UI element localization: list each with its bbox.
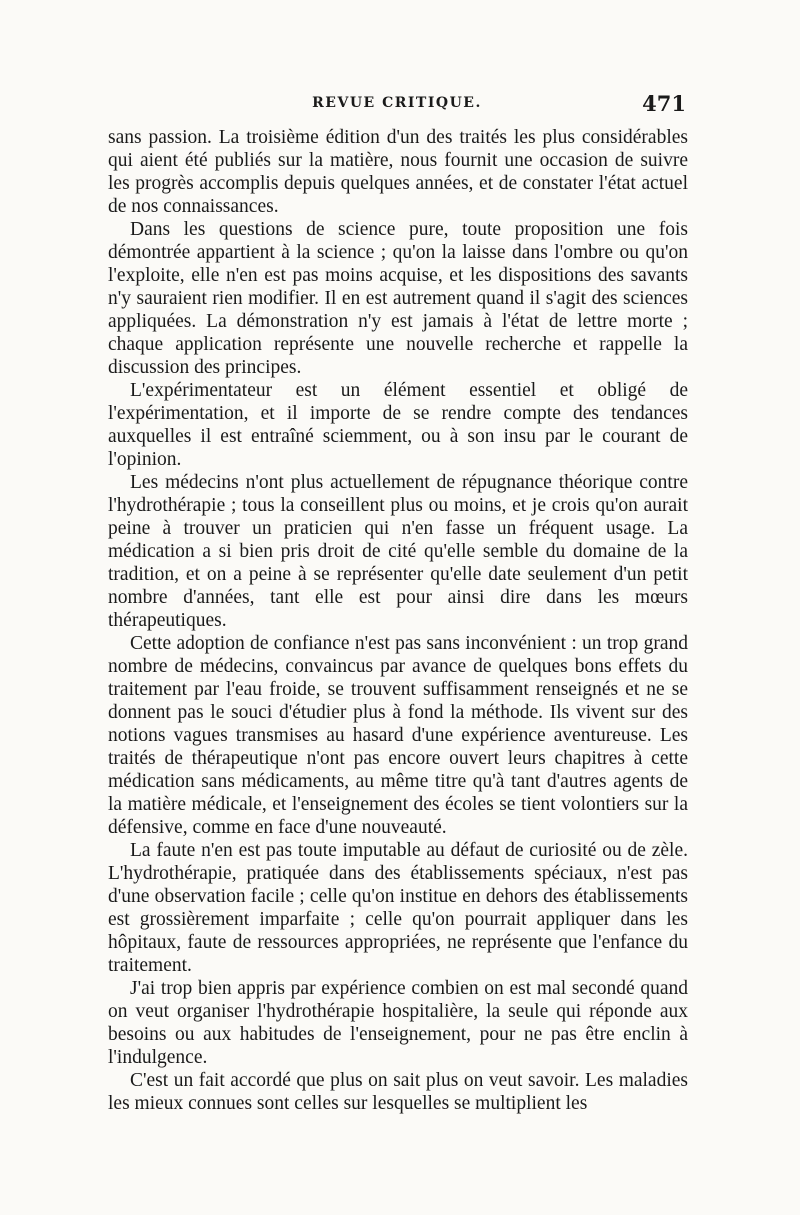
paragraph-2: Dans les questions de science pure, toute proposition une fois démontrée appartient à la science ; qu'on la laisse dans l'ombre ou qu'on l'exploite, elle n'en est pas moins acquise, et les dispositions des savants n'y sauraient rien modifier. Il en est autrement quand il s'agit des sciences appliquées. La démonstration n'y est jamais à l'état de lettre morte ; chaque application représente une nouvelle recherche et rappelle la discussion des principes.: [108, 219, 688, 378]
paragraph-6: La faute n'en est pas toute imputable au défaut de curiosité ou de zèle. L'hydrothérapie, pratiquée dans des établissements spéciaux, n'est pas d'une observation facile ; celle qu'on institue en dehors des établissements est grossièrement imparfaite ; celle qu'on pourrait appliquer dans les hôpitaux, faute de ressources appropriées, ne représente que l'enfance du traitement.: [108, 840, 688, 976]
running-title: REVUE CRITIQUE.: [312, 95, 482, 111]
paragraph-7: J'ai trop bien appris par expérience combien on est mal secondé quand on veut organiser l'hydrothérapie hospitalière, la seule qui réponde aux besoins ou aux habitudes de l'enseignement, pour ne pas être enclin à l'indulgence.: [108, 978, 688, 1068]
page-number: 471: [642, 91, 686, 116]
running-head: [108, 91, 686, 125]
body-text: [108, 126, 688, 1115]
paragraph-8: C'est un fait accordé que plus on sait plus on veut savoir. Les maladies les mieux connues sont celles sur lesquelles se multiplient les: [108, 1070, 688, 1114]
paragraph-1: sans passion. La troisième édition d'un des traités les plus considérables qui aient été publiés sur la matière, nous fournit une occasion de suivre les progrès accomplis depuis quelques années, et de constater l'état actuel de nos connaissances.: [108, 127, 688, 217]
paragraph-5: Cette adoption de confiance n'est pas sans inconvénient : un trop grand nombre de médecins, convaincus par avance de quelques bons effets du traitement par l'eau froide, se trouvent suffisamment renseignés et ne se donnent pas le souci d'étudier plus à fond la méthode. Ils vivent sur des notions vagues transmises au hasard d'une expérience aventureuse. Les traités de thérapeutique n'ont pas encore ouvert leurs chapitres à cette médication sans médicaments, au même titre qu'à tant d'autres agents de la matière médicale, et l'enseignement des écoles se tient volontiers sur la défensive, comme en face d'une nouveauté.: [108, 633, 688, 838]
paragraph-3: L'expérimentateur est un élément essentiel et obligé de l'expérimentation, et il importe de se rendre compte des tendances auxquelles il est entraîné sciemment, ou à son insu par le courant de l'opinion.: [108, 380, 688, 470]
paragraph-4: Les médecins n'ont plus actuellement de répugnance théorique contre l'hydrothérapie ; tous la conseillent plus ou moins, et je crois qu'on aurait peine à trouver un praticien qui n'en fasse un fréquent usage. La médication a si bien pris droit de cité qu'elle semble du domaine de la tradition, et on a peine à se représenter qu'elle date seulement d'un petit nombre d'années, tant elle est pour ainsi dire dans les mœurs thérapeutiques.: [108, 472, 688, 631]
